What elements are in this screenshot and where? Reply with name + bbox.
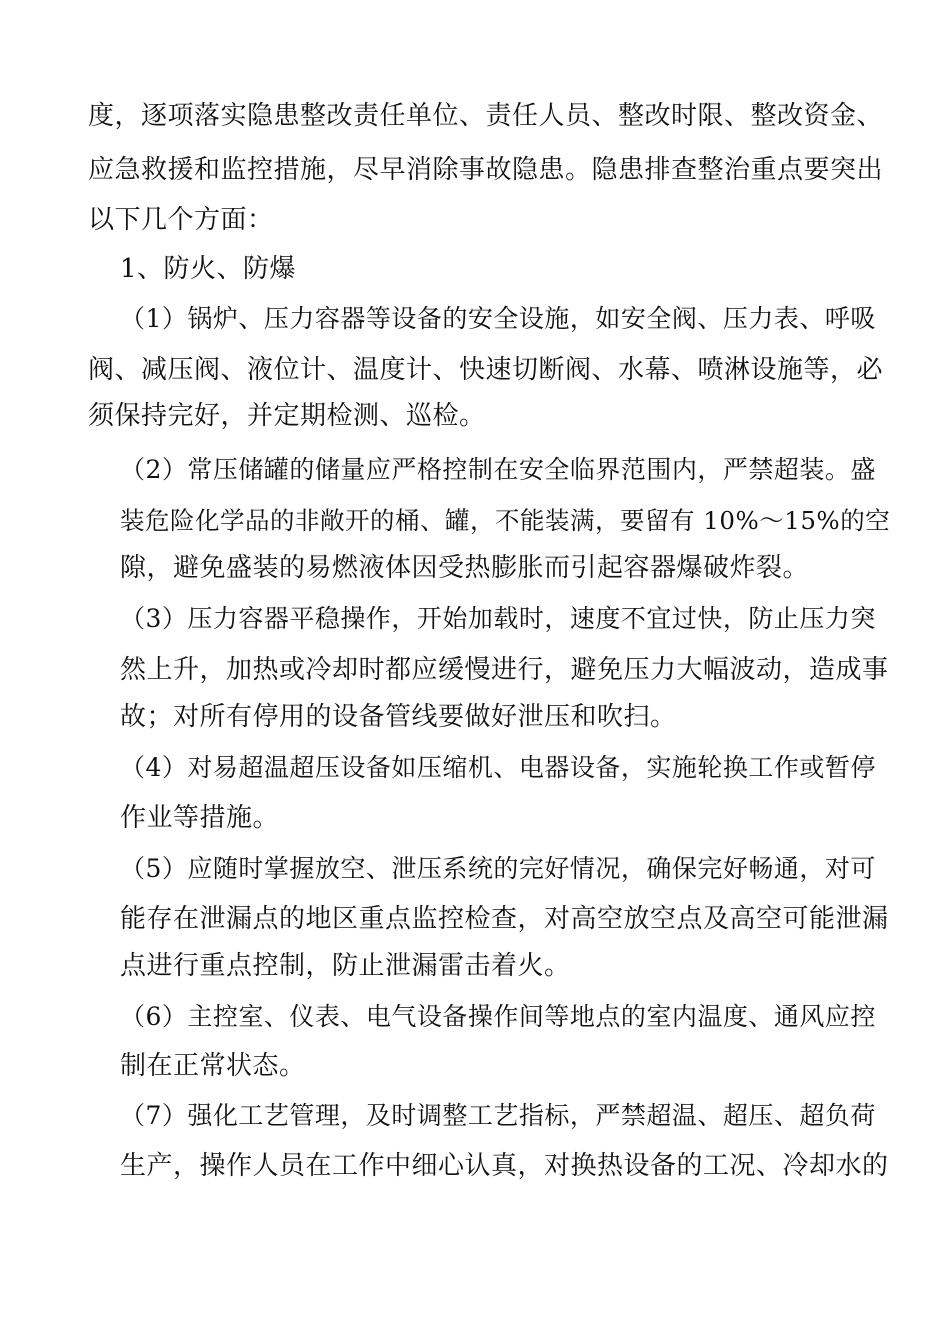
text-line: 须保持完好，并定期检测、巡检。 xyxy=(88,401,486,431)
text-line: （5）应随时掌握放空、泄压系统的完好情况，确保完好畅通，对可 xyxy=(120,854,876,883)
text-line: 阀、减压阀、液位计、温度计、快速切断阀、水幕、喷淋设施等，必 xyxy=(88,355,884,385)
text-line: （6）主控室、仪表、电气设备操作间等地点的室内温度、通风应控 xyxy=(120,1002,876,1031)
text-line: 作业等措施。 xyxy=(120,803,280,833)
text-line: 然上升，加热或冷却时都应缓慢进行，避免压力大幅波动，造成事 xyxy=(120,655,889,685)
text-line: 点进行重点控制，防止泄漏雷击着火。 xyxy=(120,951,571,981)
text-line: 能存在泄漏点的地区重点监控检查，对高空放空点及高空可能泄漏 xyxy=(120,904,889,934)
text-line: 生产，操作人员在工作中细心认真，对换热设备的工况、冷却水的 xyxy=(120,1151,889,1181)
text-line: 装危险化学品的非敞开的桶、罐，不能装满，要留有 10%～15%的空 xyxy=(120,506,891,535)
text-line: （7）强化工艺管理，及时调整工艺指标，严禁超温、超压、超负荷 xyxy=(120,1101,876,1130)
text-line: 度，逐项落实隐患整改责任单位、责任人员、整改时限、整改资金、 xyxy=(88,101,884,131)
text-line: （4）对易超温超压设备如压缩机、电器设备，实施轮换工作或暂停 xyxy=(120,753,876,782)
section-heading: 1、防火、防爆 xyxy=(120,254,297,284)
text-line: 故；对所有停用的设备管线要做好泄压和吹扫。 xyxy=(120,702,677,732)
text-line: 应急救援和监控措施，尽早消除事故隐患。隐患排查整治重点要突出 xyxy=(88,155,884,185)
text-line: （3）压力容器平稳操作，开始加载时，速度不宜过快，防止压力突 xyxy=(120,604,876,633)
text-line: （2）常压储罐的储量应严格控制在安全临界范围内，严禁超装。盛 xyxy=(120,455,876,484)
text-line: （1）锅炉、压力容器等设备的安全设施，如安全阀、压力表、呼吸 xyxy=(120,304,876,333)
text-line: 以下几个方面： xyxy=(88,205,274,235)
text-line: 制在正常状态。 xyxy=(120,1051,306,1081)
text-line: 隙，避免盛装的易燃液体因受热膨胀而引起容器爆破炸裂。 xyxy=(120,553,810,583)
